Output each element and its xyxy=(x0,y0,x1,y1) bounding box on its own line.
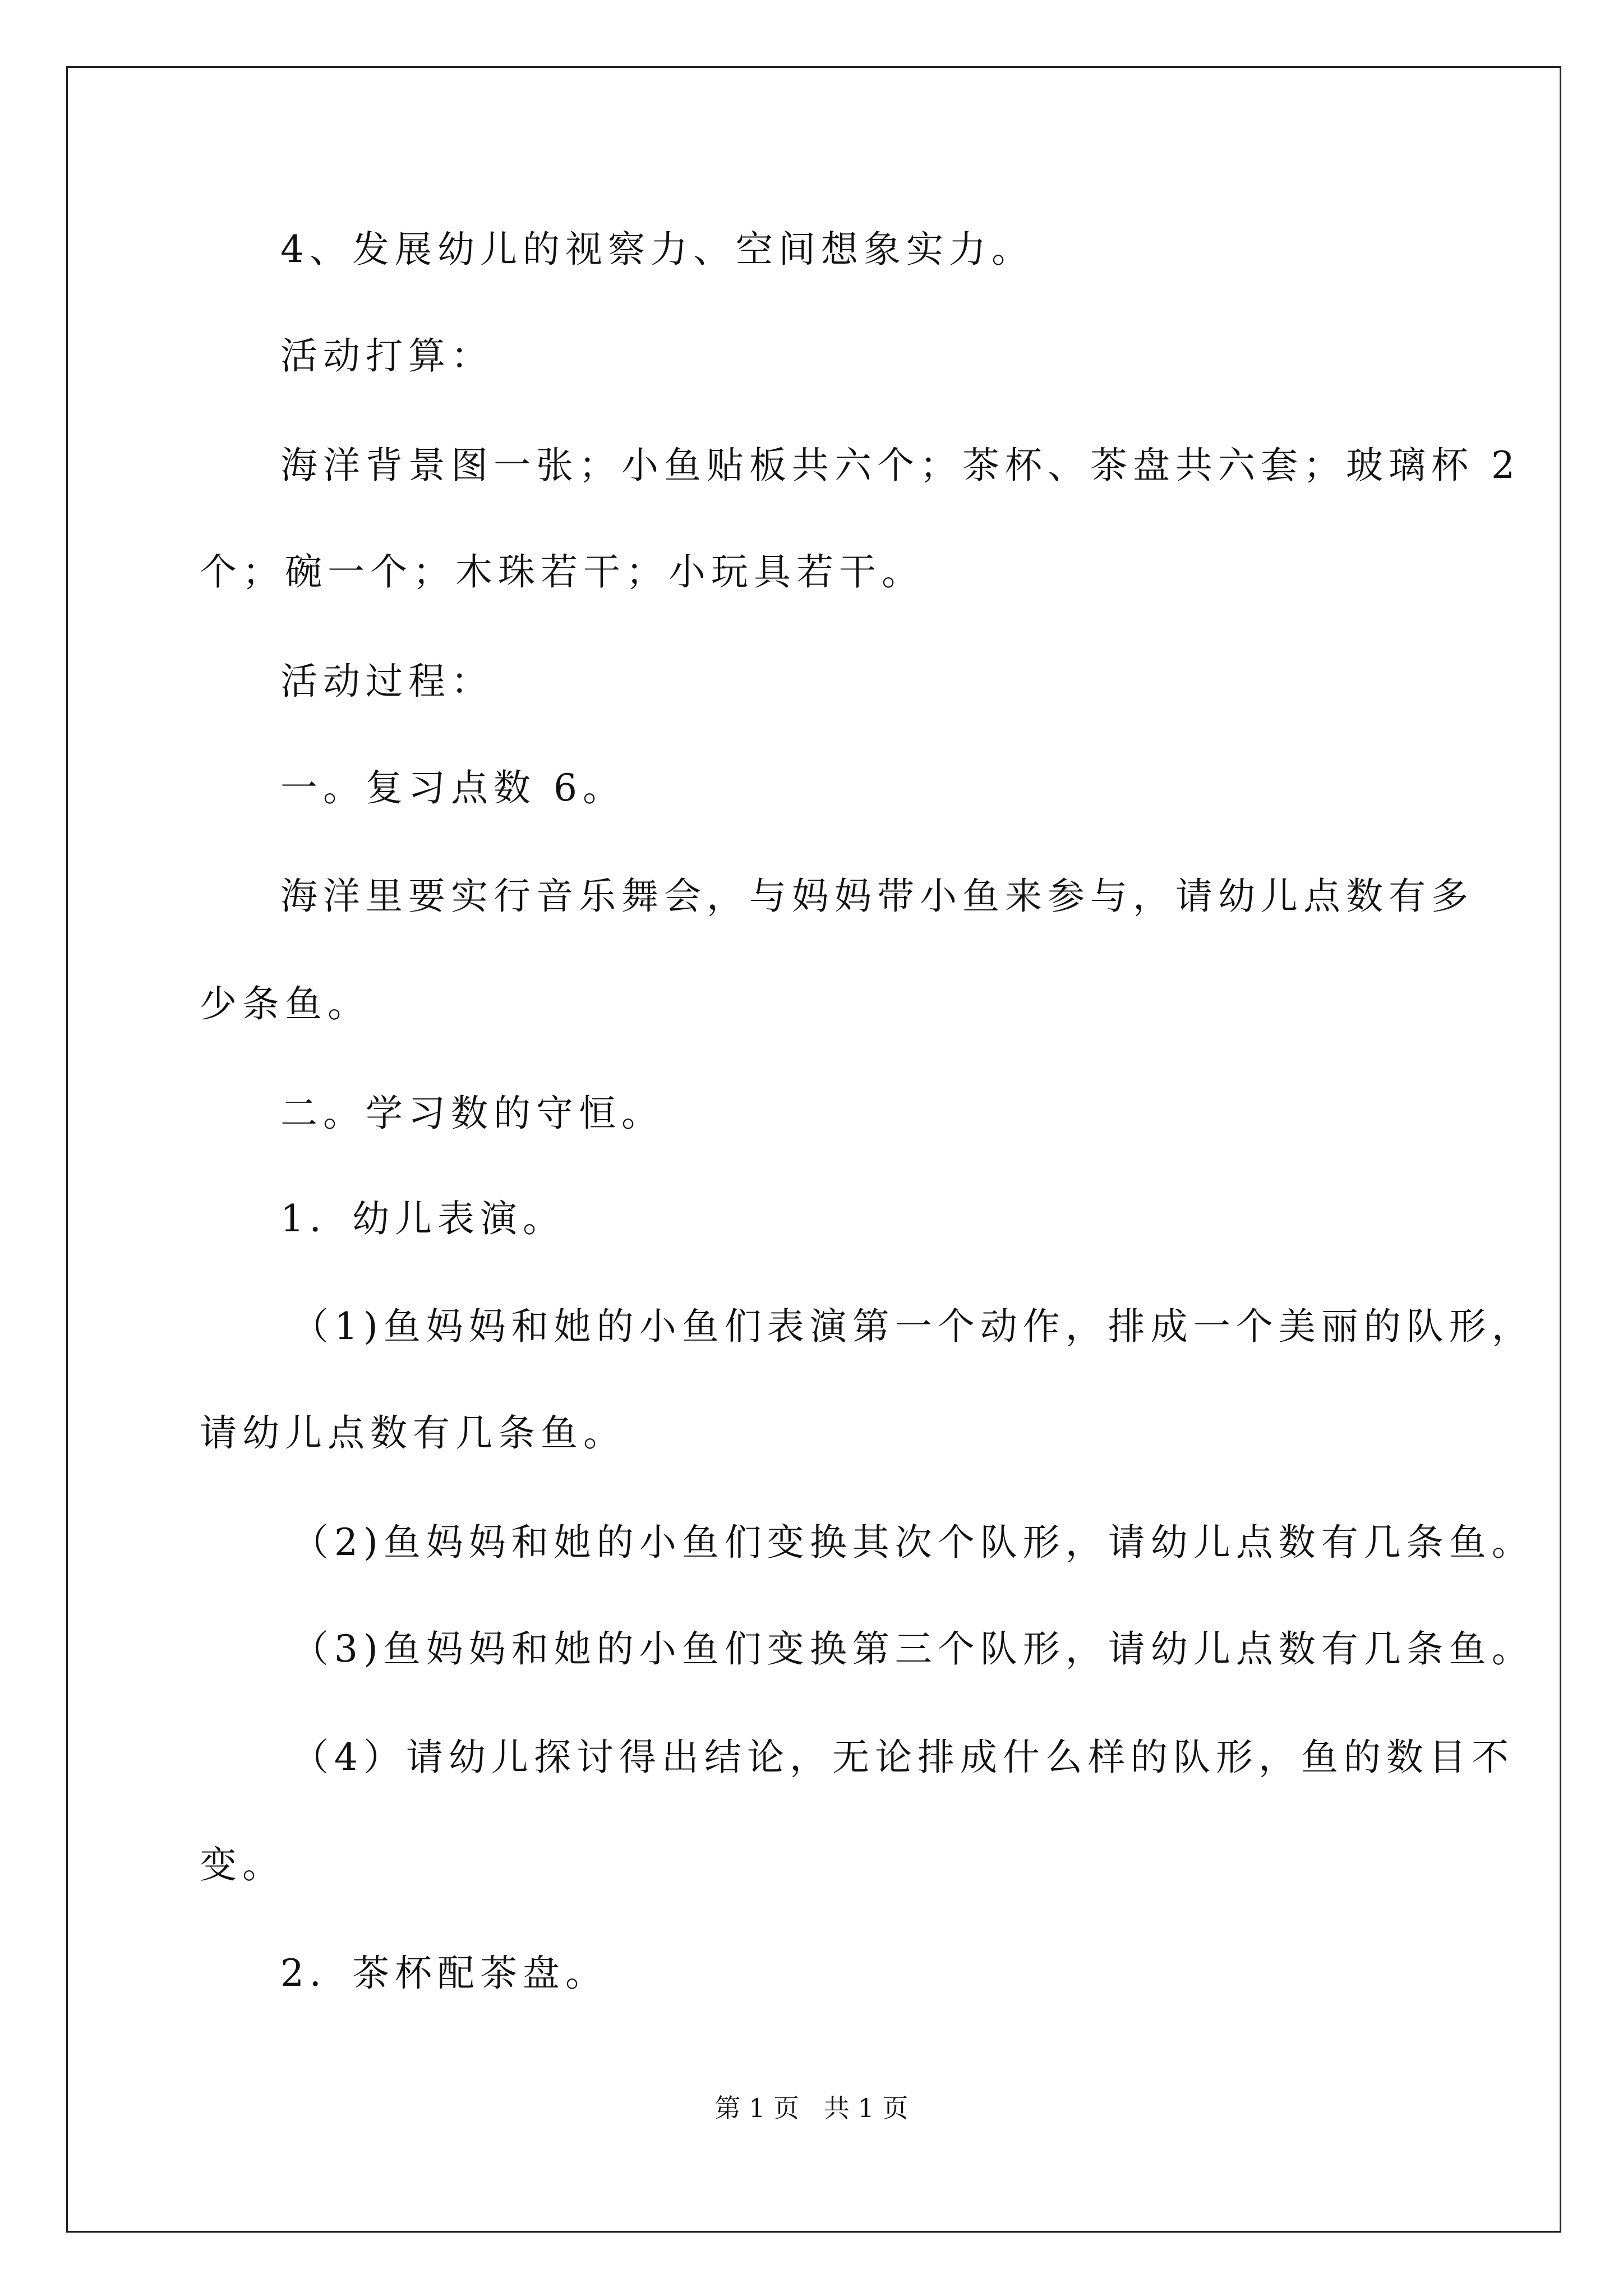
page-border xyxy=(66,66,1561,2233)
step-two-title: 二。学习数的守恒。 xyxy=(280,1092,664,1135)
item-2: （2)鱼妈妈和她的小鱼们变换其次个队形，请幼儿点数有几条鱼。 xyxy=(292,1521,1534,1564)
paragraph-materials-line-1: 海洋背景图一张；小鱼贴板共六个；茶杯、茶盘共六套；玻璃杯 2 xyxy=(280,444,1520,487)
paragraph-goal-4: 4、发展幼儿的视察力、空间想象实力。 xyxy=(280,228,1034,271)
paragraph-ocean-line-1: 海洋里要实行音乐舞会，与妈妈带小鱼来参与，请幼儿点数有多 xyxy=(280,875,1474,918)
heading-preparation: 活动打算： xyxy=(280,334,494,378)
page-footer: 第 1 页 共 1 页 xyxy=(714,2093,909,2123)
item-4-line-1: （4）请幼儿探讨得出结论，无论排成什么样的队形，鱼的数目不 xyxy=(292,1736,1514,1779)
item-4-line-2: 变。 xyxy=(200,1843,285,1887)
item-1-line-1: （1)鱼妈妈和她的小鱼们表演第一个动作，排成一个美丽的队形， xyxy=(292,1305,1534,1348)
paragraph-ocean-line-2: 少条鱼。 xyxy=(200,982,370,1025)
item-3: （3)鱼妈妈和她的小鱼们变换第三个队形，请幼儿点数有几条鱼。 xyxy=(292,1627,1534,1671)
substep-1-title: 1．幼儿表演。 xyxy=(280,1197,565,1240)
heading-process: 活动过程： xyxy=(280,660,494,703)
paragraph-materials-line-2: 个；碗一个；木珠若干；小玩具若干。 xyxy=(200,550,924,593)
substep-2-title: 2．茶杯配茶盘。 xyxy=(280,1952,608,1995)
step-one-title: 一。复习点数 6。 xyxy=(280,766,625,809)
item-1-line-2: 请幼儿点数有几条鱼。 xyxy=(200,1411,626,1455)
